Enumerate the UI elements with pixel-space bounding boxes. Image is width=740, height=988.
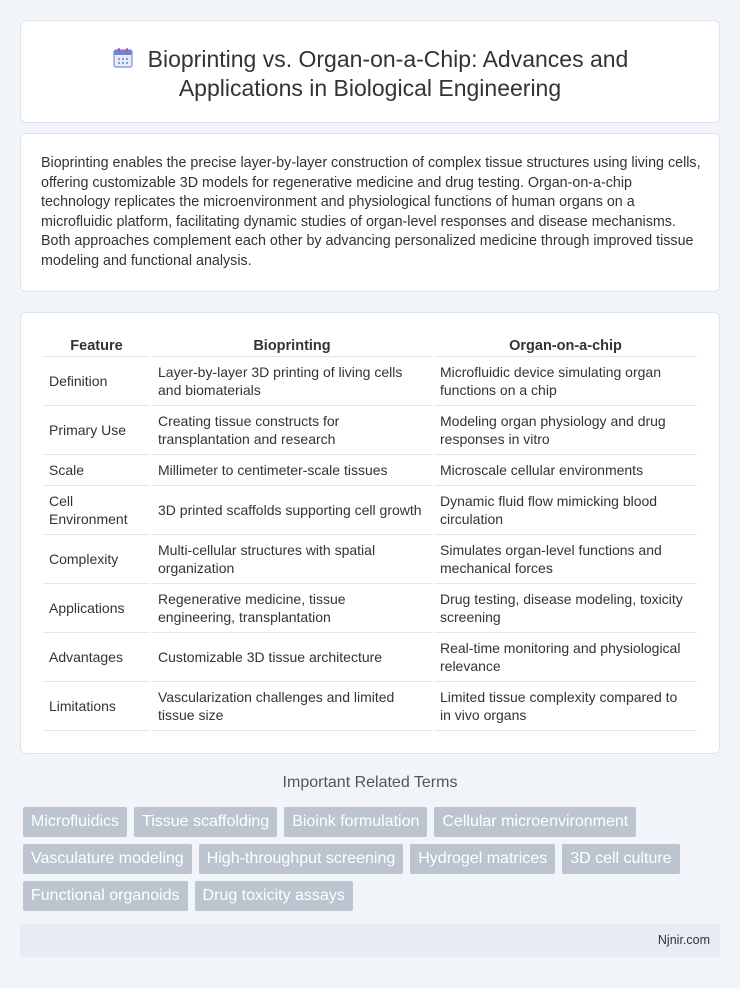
row-feature: Advantages (43, 633, 150, 682)
intro-card (20, 133, 720, 292)
row-feature: Definition (43, 357, 150, 406)
tag-functional-organoids[interactable]: Functional organoids (23, 881, 188, 911)
header-bioprinting: Bioprinting (152, 333, 432, 357)
related-terms-heading: Important Related Terms (282, 774, 458, 791)
footer (20, 924, 720, 957)
table-row (43, 682, 697, 731)
tag-microfluidics[interactable]: Microfluidics (23, 807, 127, 837)
row-bioprinting: Regenerative medicine, tissue engineering, transplantation (152, 584, 432, 633)
row-bioprinting: Millimeter to centimeter-scale tissues (152, 455, 432, 486)
row-organ-on-a-chip: Modeling organ physiology and drug responses in vitro (434, 406, 697, 455)
row-bioprinting: Vascularization challenges and limited tissue size (152, 682, 432, 731)
row-feature: Applications (43, 584, 150, 633)
related-terms-list (23, 807, 713, 911)
row-organ-on-a-chip: Microscale cellular environments (434, 455, 697, 486)
row-bioprinting: Multi-cellular structures with spatial organization (152, 535, 432, 584)
row-bioprinting: Layer-by-layer 3D printing of living cells and biomaterials (152, 357, 432, 406)
row-organ-on-a-chip: Limited tissue complexity compared to in vivo organs (434, 682, 697, 731)
comparison-card (20, 312, 720, 754)
row-feature: Scale (43, 455, 150, 486)
footer-site-link[interactable]: Njnir.com (657, 933, 710, 947)
tag-vasculature-modeling[interactable]: Vasculature modeling (23, 844, 192, 874)
table-row (43, 406, 697, 455)
row-feature: Limitations (43, 682, 150, 731)
row-organ-on-a-chip: Dynamic fluid flow mimicking blood circulation (434, 486, 697, 535)
tag-hydrogel-matrices[interactable]: Hydrogel matrices (410, 844, 555, 874)
row-organ-on-a-chip: Drug testing, disease modeling, toxicity screening (434, 584, 697, 633)
title-line-2: Applications in Biological Engineering (178, 75, 562, 101)
tag-cellular-microenvironment[interactable]: Cellular microenvironment (434, 807, 636, 837)
tag-drug-toxicity-assays[interactable]: Drug toxicity assays (195, 881, 353, 911)
row-feature: Primary Use (43, 406, 150, 455)
title-card (20, 20, 720, 123)
tag-3d-cell-culture[interactable]: 3D cell culture (562, 844, 679, 874)
table-row (43, 535, 697, 584)
title-line-1: Bioprinting vs. Organ-on-a-Chip: Advances and (147, 46, 629, 72)
table-row (43, 486, 697, 535)
row-bioprinting: Customizable 3D tissue architecture (152, 633, 432, 682)
row-bioprinting: 3D printed scaffolds supporting cell growth (152, 486, 432, 535)
row-feature: Cell Environment (43, 486, 150, 535)
tag-high-throughput-screening[interactable]: High-throughput screening (199, 844, 404, 874)
row-bioprinting: Creating tissue constructs for transplantation and research (152, 406, 432, 455)
table-header-row (43, 333, 697, 357)
row-organ-on-a-chip: Simulates organ-level functions and mechanical forces (434, 535, 697, 584)
table-row (43, 584, 697, 633)
intro-paragraph: Bioprinting enables the precise layer-by-layer construction of complex tissue structures using living cells, offering customizable 3D models for regenerative medicine and drug testing. Organ-on-a-chip technology replicates the microenvironment and physiological functions of human organs on a microfluidic platform, facilitating dynamic studies of organ-level responses and disease mechanisms. Both approaches complement each other by advancing personalized medicine through improved tissue modeling and functional analysis. (41, 155, 701, 269)
table-row (43, 357, 697, 406)
table-row (43, 633, 697, 682)
tag-tissue-scaffolding[interactable]: Tissue scaffolding (134, 807, 277, 837)
row-organ-on-a-chip: Microfluidic device simulating organ functions on a chip (434, 357, 697, 406)
header-organ-on-a-chip: Organ-on-a-chip (434, 333, 697, 357)
page-title (21, 45, 719, 103)
table-row (43, 455, 697, 486)
comparison-table (41, 333, 699, 731)
header-feature: Feature (43, 333, 150, 357)
row-feature: Complexity (43, 535, 150, 584)
calendar-icon (112, 47, 134, 69)
row-organ-on-a-chip: Real-time monitoring and physiological relevance (434, 633, 697, 682)
tag-bioink-formulation[interactable]: Bioink formulation (284, 807, 427, 837)
